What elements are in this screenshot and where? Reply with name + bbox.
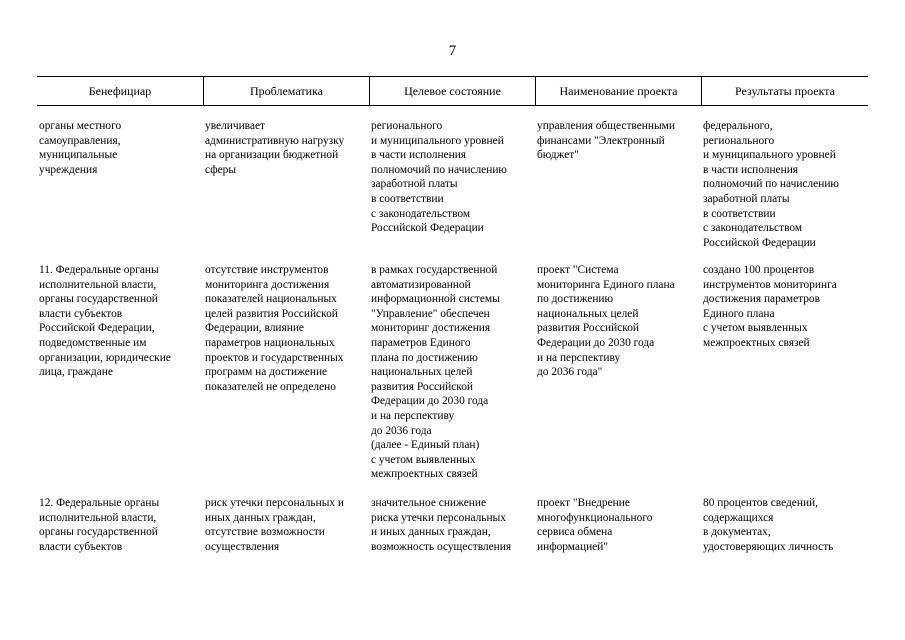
page-number: 7	[448, 43, 457, 59]
cell-project-results: создано 100 процентов инструментов мониторинга достижения параметров Единого плана с учетом выявленных межпроектных связей	[703, 264, 837, 349]
table-row	[37, 263, 868, 482]
cell-target-state: регионального и муниципального уровней в части исполнения полномочий по начислению заработной платы в соответствии с законодательством Российской Федерации	[371, 120, 507, 235]
header-target-state: Целевое состояние	[369, 77, 535, 105]
cell-target-state: в рамках государственной автоматизированной информационной системы "Управление" обеспечен мониторинг достижения параметров Единого плана по достижению национальных целей развития Российской Федерации до 2030 года и на перспективу до 2036 года (далее - Единый план) с учетом выявленных межпроектных связей	[371, 264, 500, 481]
cell-project-name: проект "Система мониторинга Единого плана по достижению национальных целей развития Российской Федерации до 2030 года и на перспективу до 2036 года"	[537, 264, 675, 379]
cell-beneficiary: 12. Федеральные органы исполнительной власти, органы государственной власти субъектов	[39, 497, 160, 553]
table-header	[37, 76, 868, 106]
header-project-results: Результаты проекта	[701, 77, 868, 105]
header-project-name: Наименование проекта	[535, 77, 701, 105]
cell-project-name: проект "Внедрение многофункционального сервиса обмена информацией"	[537, 497, 653, 553]
cell-problem: риск утечки персональных и иных данных граждан, отсутствие возможности осуществления	[205, 497, 344, 553]
cell-project-results: федерального, регионального и муниципального уровней в части исполнения полномочий по начислению заработной платы в соответствии с законодательством Российской Федерации	[703, 120, 839, 249]
header-problem: Проблематика	[203, 77, 369, 105]
table-row	[37, 496, 868, 554]
cell-beneficiary: органы местного самоуправления, муниципальные учреждения	[39, 120, 122, 176]
table-row	[37, 119, 868, 250]
header-beneficiary: Бенефициар	[88, 84, 152, 98]
cell-problem: отсутствие инструментов мониторинга достижения показателей национальных целей развития Российской Федерации, влияние параметров национальных проектов и государственных программ на достижение показателей не определено	[205, 264, 344, 393]
cell-beneficiary: 11. Федеральные органы исполнительной власти, органы государственной власти субъектов Российской Федерации, подведомственные им организации, юридические лица, граждане	[39, 264, 171, 379]
cell-project-name: управления общественными финансами "Электронный бюджет"	[537, 120, 675, 162]
cell-problem: увеличивает административную нагрузку на организации бюджетной сферы	[205, 120, 345, 176]
cell-target-state: значительное снижение риска утечки персональных и иных данных граждан, возможность осуществления	[371, 497, 512, 553]
projects-table	[37, 76, 868, 553]
cell-project-results: 80 процентов сведений, содержащихся в документах, удостоверяющих личность	[703, 497, 834, 553]
